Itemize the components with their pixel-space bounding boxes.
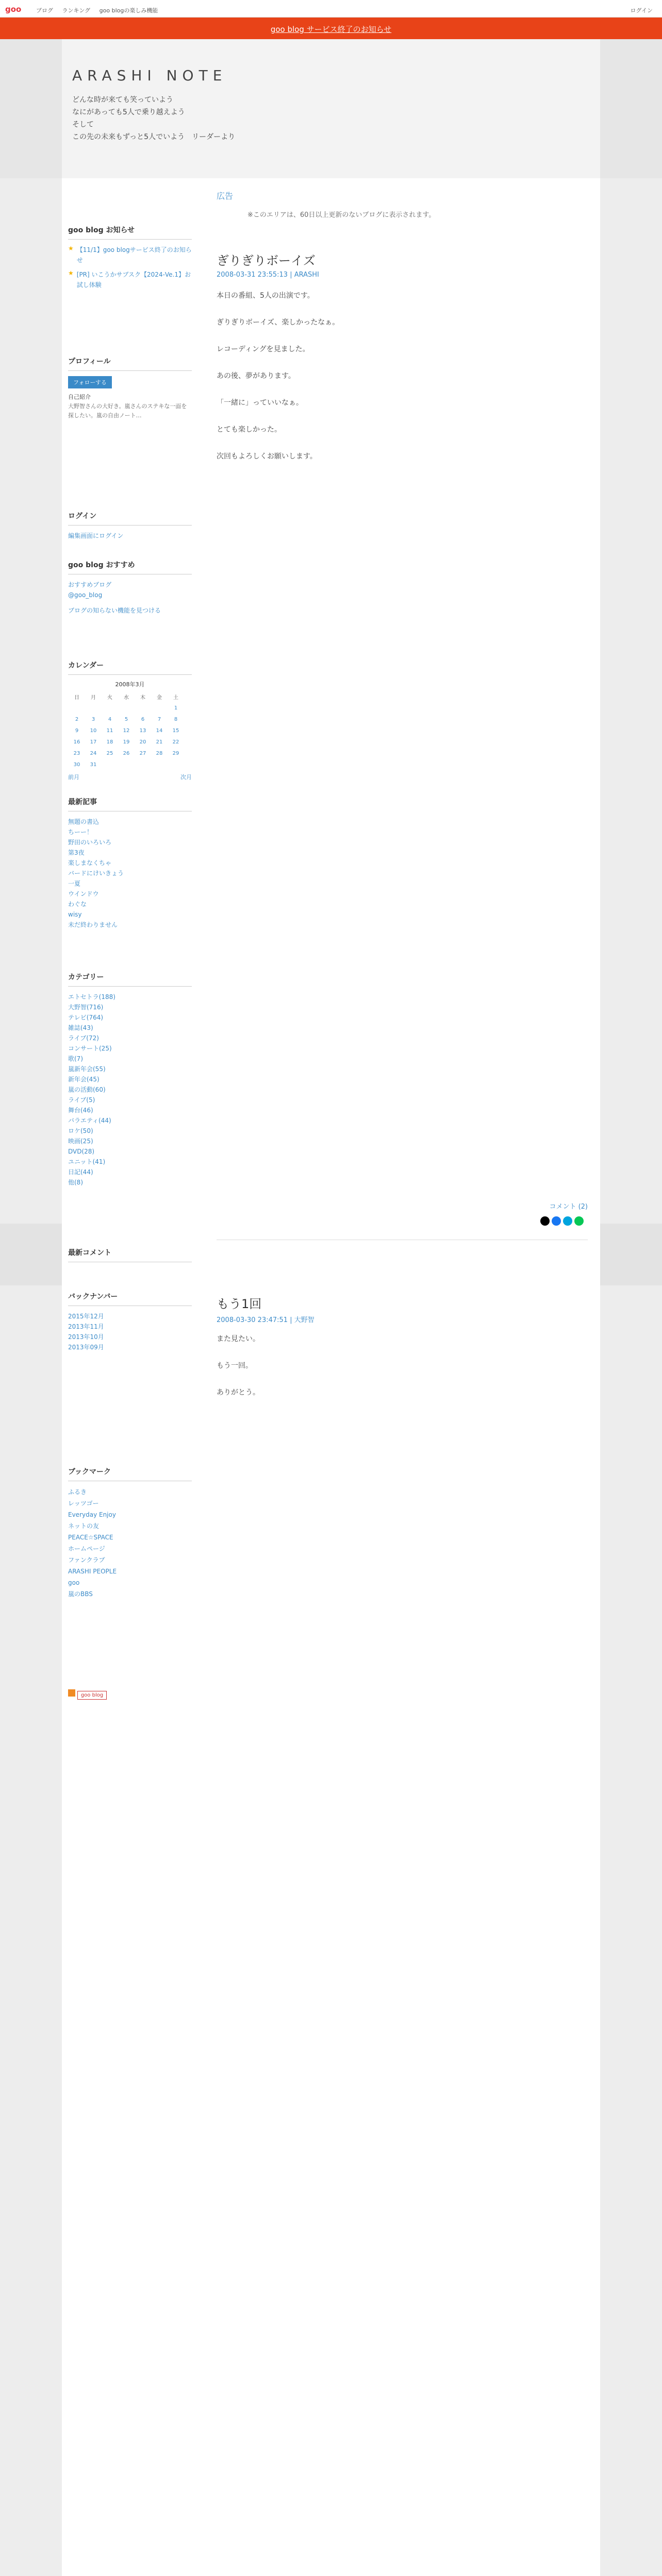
calendar-month: 2008年3月 — [115, 681, 145, 688]
calendar-day — [119, 703, 134, 713]
calendar-dayname: 土 — [173, 694, 178, 701]
news-item[interactable]: [PR] いこうかサブスク【2024-Ve.1】お試し体験 — [76, 271, 191, 289]
calendar-day[interactable]: 15 — [172, 727, 179, 734]
service-notice-banner[interactable] — [0, 18, 662, 39]
category-link[interactable]: 歌(7) — [68, 1055, 83, 1062]
bookmarks-title: ブックマーク — [68, 1466, 192, 1481]
calendar-day — [168, 759, 184, 770]
line-share-icon[interactable] — [574, 1216, 584, 1226]
calendar-day[interactable]: 17 — [90, 739, 97, 745]
calendar-day — [135, 759, 151, 770]
desc-line: そして — [72, 121, 94, 129]
category-link[interactable]: DVD(28) — [68, 1148, 95, 1155]
calendar-day[interactable]: 10 — [90, 727, 97, 734]
recent-post-link[interactable]: 楽しまなくちゃ — [68, 859, 112, 867]
backnumber-block — [68, 1291, 192, 1352]
nav-features[interactable]: goo blogの楽しみ機能 — [99, 7, 158, 14]
post-meta[interactable]: 2008-03-31 23:55:13 | ARASHI — [217, 271, 319, 279]
footer-badge-block — [68, 1688, 192, 1700]
calendar-day[interactable]: 22 — [172, 739, 179, 745]
calendar-day[interactable]: 30 — [73, 761, 80, 768]
calendar-day — [86, 703, 101, 713]
rss-icon[interactable] — [68, 1689, 75, 1697]
login-link[interactable]: ログイン — [630, 7, 653, 14]
categories-title: カテゴリー — [68, 972, 192, 987]
comments-title: 最新コメント — [68, 1247, 192, 1262]
category-link[interactable]: ロケ(50) — [68, 1127, 93, 1134]
calendar-day[interactable]: 27 — [139, 750, 146, 756]
category-link[interactable]: 大野智(716) — [68, 1004, 104, 1011]
bookmark-link[interactable]: Everyday Enjoy — [68, 1511, 116, 1518]
category-link[interactable]: 雑誌(43) — [68, 1024, 93, 1031]
calendar-day[interactable]: 11 — [106, 727, 113, 734]
calendar-day[interactable]: 16 — [73, 739, 80, 745]
nav-blog[interactable]: ブログ — [36, 7, 53, 14]
category-link[interactable]: コンサート(25) — [68, 1045, 112, 1052]
profile-text: 大野智さんの大好き。嵐さんのステキな一面を探したい。嵐の自由ノート… — [68, 403, 187, 419]
category-link[interactable]: 映画(25) — [68, 1138, 93, 1145]
recent-post-link[interactable]: バードにけいきょう — [68, 870, 124, 877]
category-link[interactable]: ライブ(5) — [68, 1096, 95, 1104]
calendar-day[interactable]: 4 — [108, 716, 112, 722]
calendar-day[interactable]: 24 — [90, 750, 97, 756]
x-share-icon[interactable] — [540, 1216, 550, 1226]
goo-logo[interactable]: goo — [5, 5, 22, 14]
calendar-day[interactable]: 1 — [174, 705, 178, 711]
nav-ranking[interactable]: ランキング — [62, 7, 91, 14]
bookmark-link[interactable]: 嵐のBBS — [68, 1590, 93, 1598]
backnumber-link[interactable]: 2015年12月 — [68, 1313, 104, 1320]
calendar-dayname: 水 — [124, 694, 129, 701]
category-link[interactable]: ユニット(41) — [68, 1158, 106, 1165]
calendar-day[interactable]: 6 — [141, 716, 145, 722]
calendar-dayname: 日 — [74, 694, 79, 701]
calendar-day[interactable]: 5 — [124, 716, 128, 722]
calendar-day — [102, 759, 118, 770]
bookmark-link[interactable]: ネットの友 — [68, 1522, 100, 1530]
profile-block — [68, 356, 192, 420]
comments-block — [68, 1247, 192, 1267]
calendar-day[interactable]: 9 — [75, 727, 79, 734]
bookmark-link[interactable]: ファンクラブ — [68, 1556, 105, 1564]
profile-title: プロフィール — [68, 356, 192, 371]
ad-label: 広告 — [217, 191, 234, 201]
blog-title[interactable]: ARASHI NOTE — [72, 67, 227, 84]
bookmark-link[interactable]: PEACE☆SPACE — [68, 1534, 113, 1541]
calendar-day — [119, 759, 134, 770]
bookmark-link[interactable]: レッツゴー — [68, 1500, 99, 1507]
calendar-dayname: 月 — [91, 694, 96, 701]
category-link[interactable]: ライブ(72) — [68, 1035, 99, 1042]
recent-post-link[interactable]: 未だ終わりません — [68, 921, 118, 928]
calendar-day — [152, 703, 167, 713]
category-link[interactable]: 嵐の活動(60) — [68, 1086, 106, 1093]
category-link[interactable]: 日記(44) — [68, 1168, 93, 1176]
follow-button[interactable]: フォローする — [68, 376, 112, 388]
recommend-extra[interactable]: ブログの知らない機能を見つける — [68, 607, 161, 614]
profile-heading: 自己紹介 — [68, 394, 91, 400]
bookmark-link[interactable]: ふるき — [68, 1488, 87, 1496]
category-link[interactable]: 嵐新年会(55) — [68, 1065, 106, 1073]
calendar-block — [68, 660, 192, 781]
goo-blog-badge[interactable]: goo blog — [77, 1691, 107, 1700]
facebook-share-icon[interactable] — [552, 1216, 561, 1226]
calendar-day[interactable]: 21 — [156, 739, 163, 745]
category-link[interactable]: バラエティ(44) — [68, 1117, 111, 1124]
category-link[interactable]: 舞台(46) — [68, 1107, 93, 1114]
login-title: ログイン — [68, 511, 192, 526]
recent-post-link[interactable]: ウインドウ — [68, 890, 99, 897]
calendar-day — [135, 703, 151, 713]
calendar-title: カレンダー — [68, 660, 192, 675]
calendar-day[interactable]: 8 — [174, 716, 178, 722]
category-link[interactable]: テレビ(764) — [68, 1014, 104, 1021]
recommend-link[interactable]: @goo_blog — [68, 591, 103, 599]
backnumber-link[interactable]: 2013年10月 — [68, 1333, 104, 1341]
bookmarks-block — [68, 1466, 192, 1600]
share-buttons — [538, 1216, 588, 1227]
top-nav — [36, 6, 165, 14]
recommend-block — [68, 560, 192, 616]
top-bar — [0, 0, 662, 18]
bookmark-link[interactable]: ARASHI PEOPLE — [68, 1568, 117, 1575]
recent-post-link[interactable]: 一夏 — [68, 880, 81, 887]
backnumber-link[interactable]: 2013年09月 — [68, 1344, 104, 1351]
categories-block — [68, 972, 192, 1188]
calendar-day[interactable]: 13 — [139, 727, 146, 734]
post-title[interactable]: もう1回 — [217, 1297, 262, 1311]
news-item[interactable]: 【11/1】goo blogサービス終了のお知らせ — [76, 246, 192, 264]
recent-post-link[interactable]: 無題の書込 — [68, 818, 100, 825]
recent-post-link[interactable]: わぐな — [68, 901, 87, 908]
category-link[interactable]: エトセトラ(188) — [68, 993, 115, 1001]
recent-block — [68, 796, 192, 930]
calendar-prev[interactable]: 前月 — [68, 774, 79, 781]
page-body — [62, 178, 600, 2576]
news-title: goo blog お知らせ — [68, 225, 192, 240]
calendar-dayname: 火 — [107, 694, 112, 701]
calendar-day[interactable]: 28 — [156, 750, 163, 756]
login-block — [68, 511, 192, 541]
star-icon: ★ — [68, 269, 74, 277]
calendar-day[interactable]: 3 — [91, 716, 95, 722]
recommend-link[interactable]: おすすめブログ — [68, 581, 112, 588]
recent-post-link[interactable]: 第3夜 — [68, 849, 85, 856]
calendar-day[interactable]: 2 — [75, 716, 79, 722]
post-body: また見たい。 もう一回。 ありがとう。 — [217, 1335, 260, 1397]
service-notice-text[interactable]: goo blog サービス終了のお知らせ — [270, 25, 392, 34]
bookmark-link[interactable]: ホームページ — [68, 1545, 105, 1552]
calendar-table — [68, 690, 185, 771]
blog-header — [0, 39, 662, 178]
calendar-day[interactable]: 31 — [90, 761, 97, 768]
recent-post-link[interactable]: 野田のいろいろ — [68, 839, 112, 846]
post-meta[interactable]: 2008-03-30 23:47:51 | 大野智 — [217, 1316, 315, 1324]
calendar-day — [69, 703, 85, 713]
star-icon: ★ — [68, 245, 74, 252]
comment-link[interactable]: コメント (2) — [549, 1203, 588, 1211]
calendar-day[interactable]: 25 — [106, 750, 113, 756]
calendar-day[interactable]: 7 — [157, 716, 161, 722]
blog-description — [72, 94, 235, 143]
category-link[interactable]: 新年会(45) — [68, 1076, 100, 1083]
recommend-title: goo blog おすすめ — [68, 560, 192, 574]
ad-text: ※このエリアは、60日以上更新のないブログに表示されます。 — [247, 211, 436, 219]
recent-title: 最新記事 — [68, 796, 192, 811]
category-link[interactable]: 他(8) — [68, 1179, 83, 1186]
calendar-dayname: 金 — [157, 694, 162, 701]
calendar-day[interactable]: 19 — [123, 739, 130, 745]
news-block — [68, 225, 192, 290]
calendar-day[interactable]: 12 — [123, 727, 130, 734]
recent-post-link[interactable]: ちーー！ — [68, 828, 93, 836]
calendar-next[interactable]: 次月 — [180, 774, 192, 781]
desc-line: なにがあっても5人で乗り越えよう — [72, 108, 185, 116]
calendar-day[interactable]: 29 — [172, 750, 179, 756]
calendar-day[interactable]: 20 — [139, 739, 146, 745]
backnumber-link[interactable]: 2013年11月 — [68, 1323, 104, 1330]
desc-line: どんな時が来ても笑っていよう — [72, 96, 173, 104]
calendar-day — [102, 703, 118, 713]
bookmark-link[interactable]: goo — [68, 1579, 80, 1586]
calendar-day[interactable]: 23 — [73, 750, 80, 756]
backnumber-title: バックナンバー — [68, 1291, 192, 1306]
calendar-day[interactable]: 14 — [156, 727, 163, 734]
post-body: 本日の番組、5人の出演です。 ぎりぎりボーイズ、楽しかったなぁ。 レコーディングを見ました。 あの後、夢があります。 「一緒に」っていいなぁ。 とても楽しかった。 次回もよろしくお願いします。 — [217, 292, 340, 461]
hatena-share-icon[interactable] — [563, 1216, 572, 1226]
desc-line: この先の未来もずっと5人でいよう リーダーより — [72, 133, 236, 141]
calendar-day[interactable]: 18 — [106, 739, 113, 745]
editor-login-link[interactable]: 編集画面にログイン — [68, 532, 124, 539]
calendar-day[interactable]: 26 — [123, 750, 130, 756]
recent-post-link[interactable]: wisy — [68, 911, 82, 918]
calendar-day — [152, 759, 167, 770]
post-title[interactable]: ぎりぎりボーイズ — [217, 253, 316, 268]
calendar-dayname: 木 — [140, 694, 145, 701]
